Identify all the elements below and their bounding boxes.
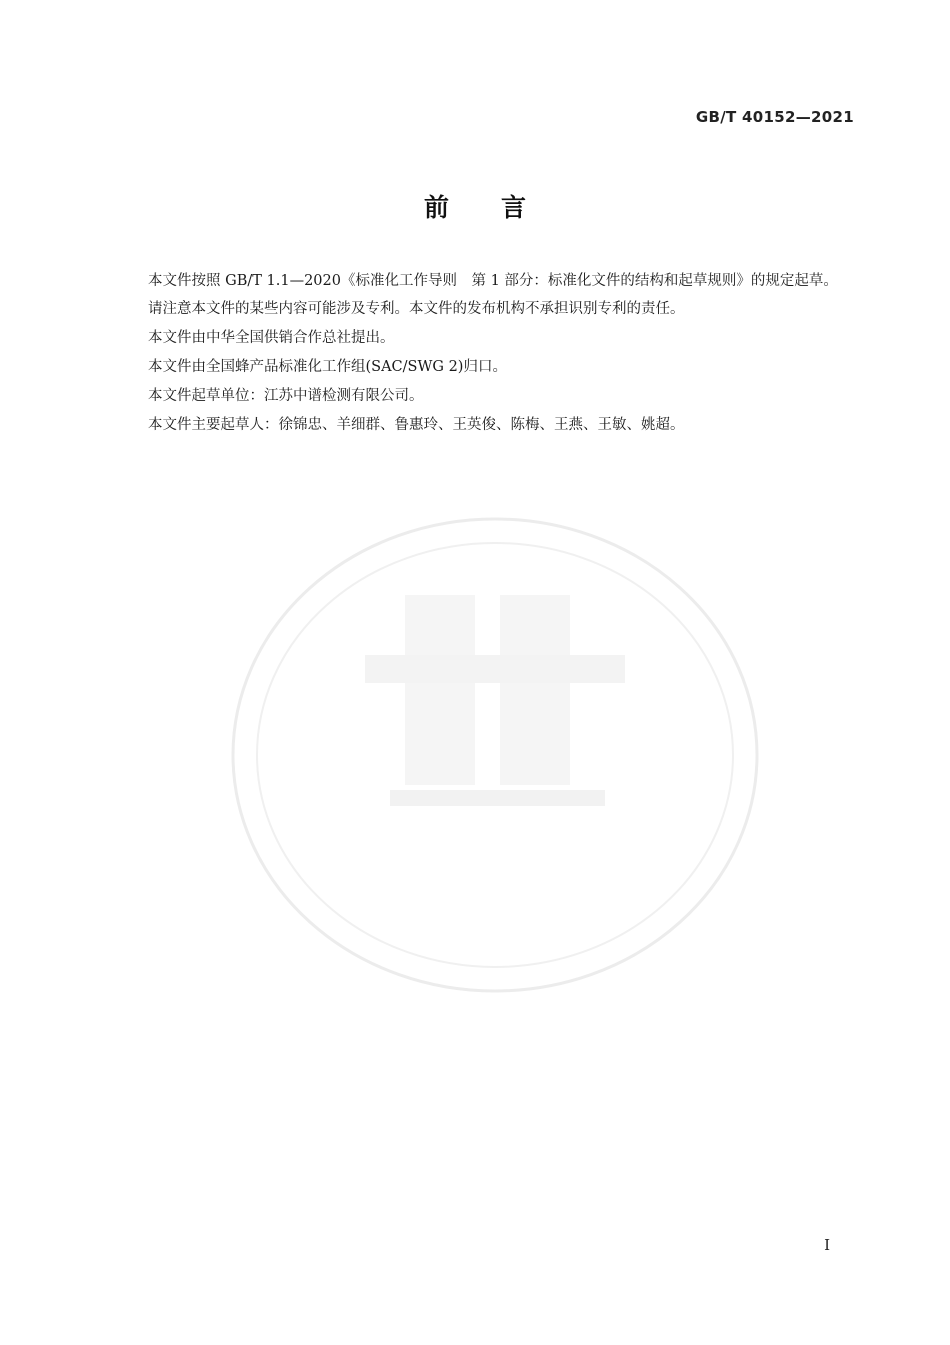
paragraph-drafting-unit: 本文件起草单位：江苏中谱检测有限公司。 [148, 388, 424, 404]
paragraph-proposed-by: 本文件由中华全国供销合作总社提出。 [148, 330, 395, 346]
paragraph-drafters: 本文件主要起草人：徐锦忠、羊细群、鲁惠玲、王英俊、陈梅、王燕、王敏、姚超。 [148, 417, 685, 433]
paragraph-drafting-rules: 本文件按照 GB/T 1.1—2020《标准化工作导则 第 1 部分：标准化文件的结构和起草规则》的规定起草。 [148, 273, 838, 289]
title-char-1: 前 [423, 193, 449, 222]
paragraph-under-jurisdiction: 本文件由全国蜂产品标准化工作组(SAC/SWG 2)归口。 [148, 359, 507, 375]
paragraph-patent-notice: 请注意本文件的某些内容可能涉及专利。本文件的发布机构不承担识别专利的责任。 [148, 301, 685, 317]
page-title [0, 188, 950, 224]
watermark-seal [215, 505, 775, 1005]
title-char-2: 言 [501, 193, 527, 222]
foreword-body [118, 268, 856, 440]
page-number: I [824, 1236, 830, 1254]
standard-number: GB/T 40152—2021 [695, 108, 854, 126]
